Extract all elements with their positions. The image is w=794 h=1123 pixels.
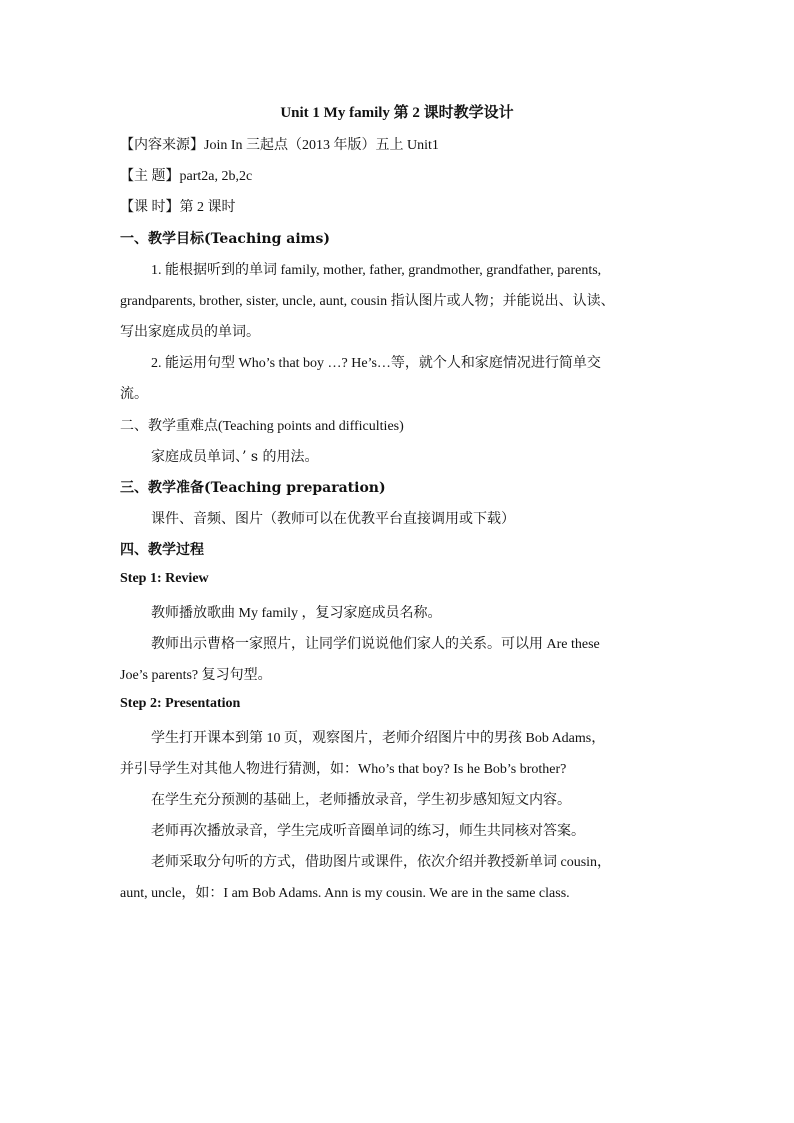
- step1-paragraph1: 教师播放歌曲 My family ，复习家庭成员名称。: [151, 606, 442, 621]
- preparation-heading: 三、教学准备(Teaching preparation): [120, 480, 386, 496]
- step2-paragraph1-line1: 学生打开课本到第 10 页，观察图片，老师介绍图片中的男孩 Bob Adams，: [151, 731, 606, 746]
- document-title: Unit 1 My family 第 2 课时教学设计: [280, 105, 514, 121]
- aim2-line1: 2. 能运用句型 Who’s that boy …? He’s…等，就个人和家庭情况进行简单交: [151, 356, 601, 371]
- step1-paragraph2-line2: Joe’s parents? 复习句型。: [120, 668, 272, 683]
- aim1-line3: 写出家庭成员的单词。: [120, 324, 260, 340]
- preparation-text: 课件、音频、图片（教师可以在优教平台直接调用或下载）: [151, 511, 515, 527]
- step1-heading: Step 1: Review: [120, 571, 209, 586]
- step2-paragraph4-line1: 老师采取分句听的方式，借助图片或课件，依次介绍并教授新单词 cousin，: [151, 855, 612, 870]
- step2-heading: Step 2: Presentation: [120, 696, 241, 711]
- meta-topic: 【主 题】part2a, 2b,2c: [120, 169, 253, 184]
- key-points-text: 家庭成员单词、’ s 的用法。: [151, 449, 319, 465]
- step2-paragraph3: 老师再次播放录音，学生完成听音圈单词的练习，师生共同核对答案。: [151, 823, 585, 839]
- aim1-line1: 1. 能根据听到的单词 family, mother, father, grandmother, grandfather, parents,: [151, 263, 602, 278]
- step2-paragraph1-line2: 并引导学生对其他人物进行猜测，如：Who’s that boy? Is he Bob’s brother?: [120, 762, 567, 777]
- aim2-line2: 流。: [120, 386, 148, 402]
- step2-paragraph2: 在学生充分预测的基础上，老师播放录音，学生初步感知短文内容。: [151, 792, 571, 808]
- key-points-heading: 二、教学重难点(Teaching points and difficulties): [120, 419, 404, 434]
- meta-lesson: 【课 时】第 2 课时: [120, 200, 236, 215]
- meta-source: 【内容来源】Join In 三起点（2013 年版）五上 Unit1: [120, 138, 439, 153]
- step1-paragraph2-line1: 教师出示曹格一家照片，让同学们说说他们家人的关系。可以用 Are these: [151, 637, 600, 652]
- step2-paragraph4-line2: aunt, uncle，如：I am Bob Adams. Ann is my cousin. We are in the same class.: [120, 886, 570, 901]
- process-heading: 四、教学过程: [120, 542, 204, 558]
- aim1-line2: grandparents, brother, sister, uncle, aunt, cousin 指认图片或人物；并能说出、认读、: [120, 294, 615, 309]
- aims-heading: 一、教学目标(Teaching aims): [120, 231, 330, 247]
